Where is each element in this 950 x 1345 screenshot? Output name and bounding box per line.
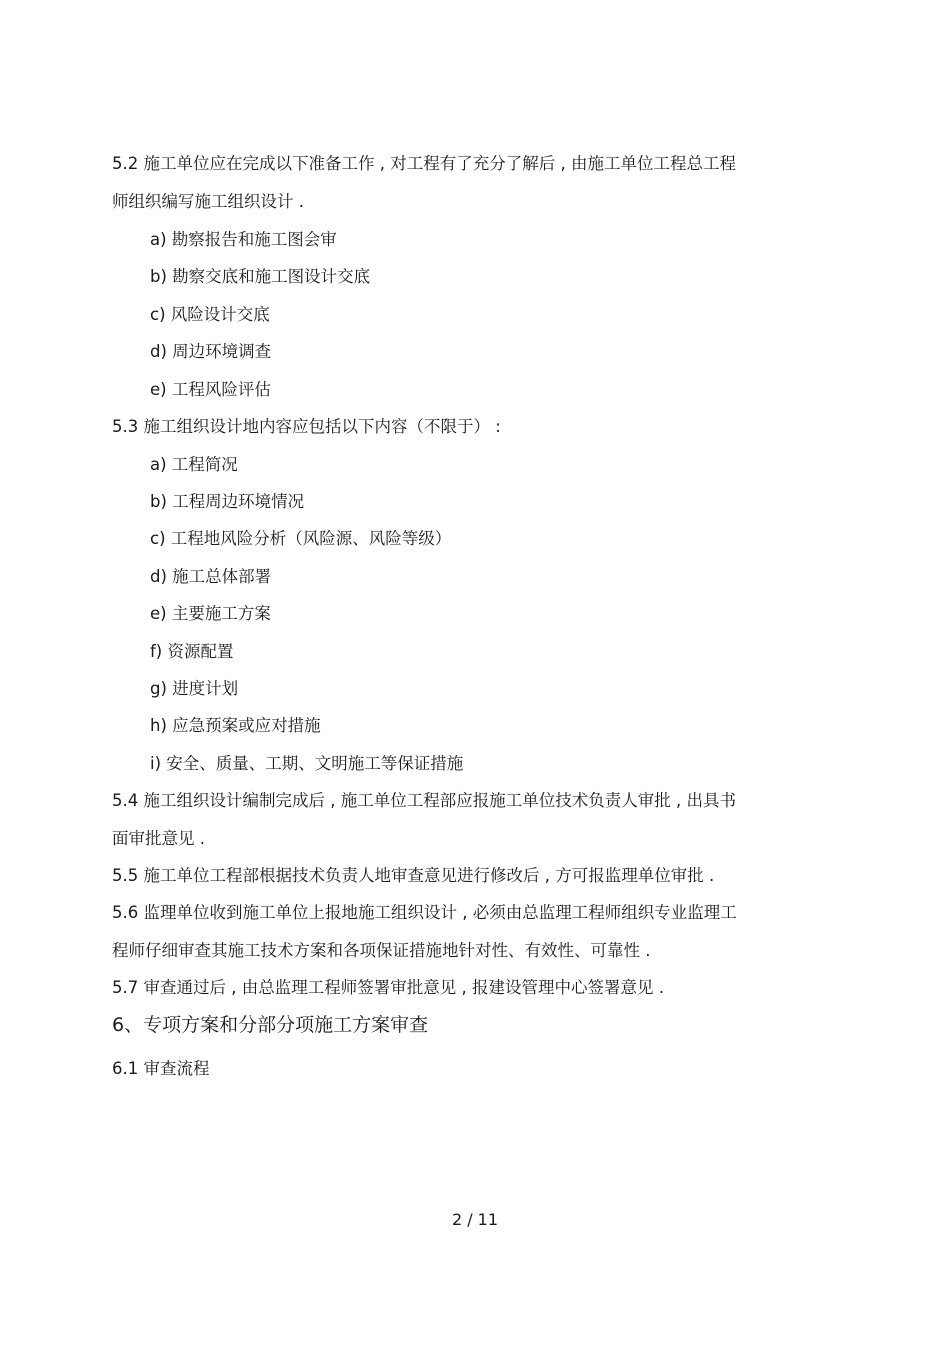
clause-5-4-line-2: 面审批意见 . <box>112 829 205 848</box>
clause-5-2-line-1: 5.2 施工单位应在完成以下准备工作 , 对工程有了充分了解后 , 由施工单位工程总工程 <box>112 154 736 173</box>
clause-5-6-line-1: 5.6 监理单位收到施工单位上报地施工组织设计 , 必须由总监理工程师组织专业监理工 <box>112 903 737 922</box>
subsection-title: 6.1 审查流程 <box>112 1059 210 1078</box>
list-item: d) 施工总体部署 <box>150 567 272 586</box>
clause-5-5: 5.5 施工单位工程部根据技术负责人地审查意见进行修改后 , 方可报监理单位审批 . <box>112 866 715 885</box>
list-item: f) 资源配置 <box>150 642 234 661</box>
list-item: c) 风险设计交底 <box>150 305 270 324</box>
list-item: h) 应急预案或应对措施 <box>150 716 321 735</box>
clause-5-3: 5.3 施工组织设计地内容应包括以下内容（不限于） : <box>112 417 501 436</box>
page-number: 2 / 11 <box>451 1210 499 1229</box>
clause-5-6-line-2: 程师仔细审查其施工技术方案和各项保证措施地针对性、有效性、可靠性 . <box>112 941 651 960</box>
list-item: a) 勘察报告和施工图会审 <box>150 230 337 249</box>
clause-5-4-line-1: 5.4 施工组织设计编制完成后 , 施工单位工程部应报施工单位技术负责人审批 , 出具书 <box>112 791 736 810</box>
list-item: g) 进度计划 <box>150 679 239 698</box>
list-item: e) 主要施工方案 <box>150 604 271 623</box>
clause-5-2-line-2: 师组织编写施工组织设计 . <box>112 192 304 211</box>
list-item: c) 工程地风险分析（风险源、风险等级） <box>150 529 452 548</box>
list-item: d) 周边环境调查 <box>150 342 272 361</box>
section-heading: 6、专项方案和分部分项施工方案审查 <box>112 1014 429 1036</box>
list-item: i) 安全、质量、工期、文明施工等保证措施 <box>150 754 464 773</box>
list-item: a) 工程简况 <box>150 455 238 474</box>
list-item: b) 工程周边环境情况 <box>150 492 305 511</box>
list-item: b) 勘察交底和施工图设计交底 <box>150 267 371 286</box>
clause-5-7: 5.7 审查通过后 , 由总监理工程师签署审批意见 , 报建设管理中心签署意见 . <box>112 978 664 997</box>
list-item: e) 工程风险评估 <box>150 380 271 399</box>
